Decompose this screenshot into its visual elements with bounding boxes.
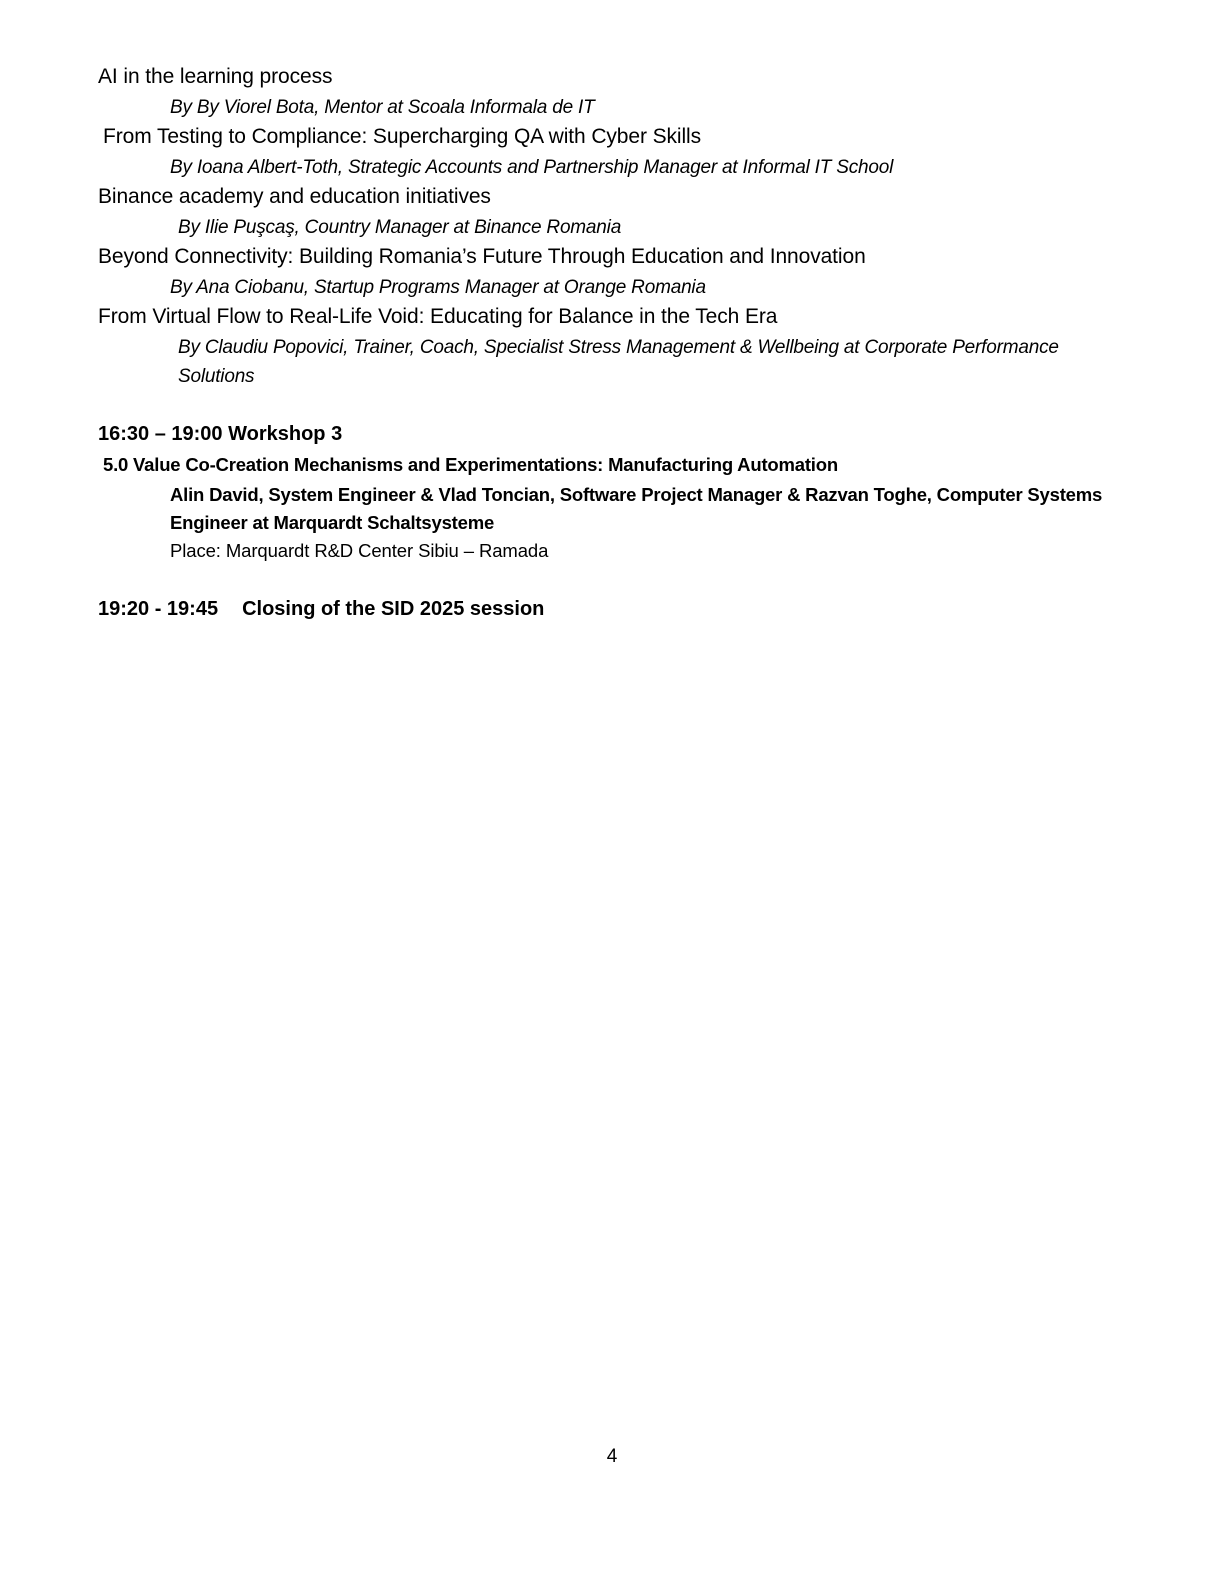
page-number: 4 (606, 1446, 618, 1467)
talk-speaker: By Ilie Puşcaş, Country Manager at Binance Romania (178, 217, 622, 238)
closing-label: Closing of the SID 2025 session (242, 598, 545, 620)
closing-time: 19:20 - 19:45 (98, 598, 219, 620)
workshop-title: 5.0 Value Co-Creation Mechanisms and Experimentations: Manufacturing Automation (103, 454, 838, 475)
talk-title: AI in the learning process (98, 65, 333, 88)
talk-title: From Virtual Flow to Real-Life Void: Educating for Balance in the Tech Era (98, 305, 778, 328)
talk-speaker: By Ana Ciobanu, Startup Programs Manager at Orange Romania (170, 277, 706, 298)
talk-title: From Testing to Compliance: Supercharging QA with Cyber Skills (103, 125, 702, 148)
workshop-speakers: Alin David, System Engineer & Vlad Toncian, Software Project Manager & Razvan Toghe, Computer Systems Engineer at Marquardt Schaltsysteme (170, 484, 1103, 533)
talk-title: Binance academy and education initiatives (98, 185, 491, 208)
talk-speaker: By Claudiu Popovici, Trainer, Coach, Specialist Stress Management & Wellbeing at Corporate Performance Solutions (178, 337, 1059, 387)
talk-speaker: By Ioana Albert-Toth, Strategic Accounts and Partnership Manager at Informal IT School (170, 157, 894, 178)
workshop-heading: 16:30 – 19:00 Workshop 3 (98, 423, 343, 445)
workshop-place: Place: Marquardt R&D Center Sibiu – Ramada (170, 540, 549, 561)
talk-speaker: By By Viorel Bota, Mentor at Scoala Informala de IT (170, 97, 595, 118)
talk-title: Beyond Connectivity: Building Romania’s Future Through Education and Innovation (98, 245, 866, 268)
closing-session (98, 598, 544, 621)
